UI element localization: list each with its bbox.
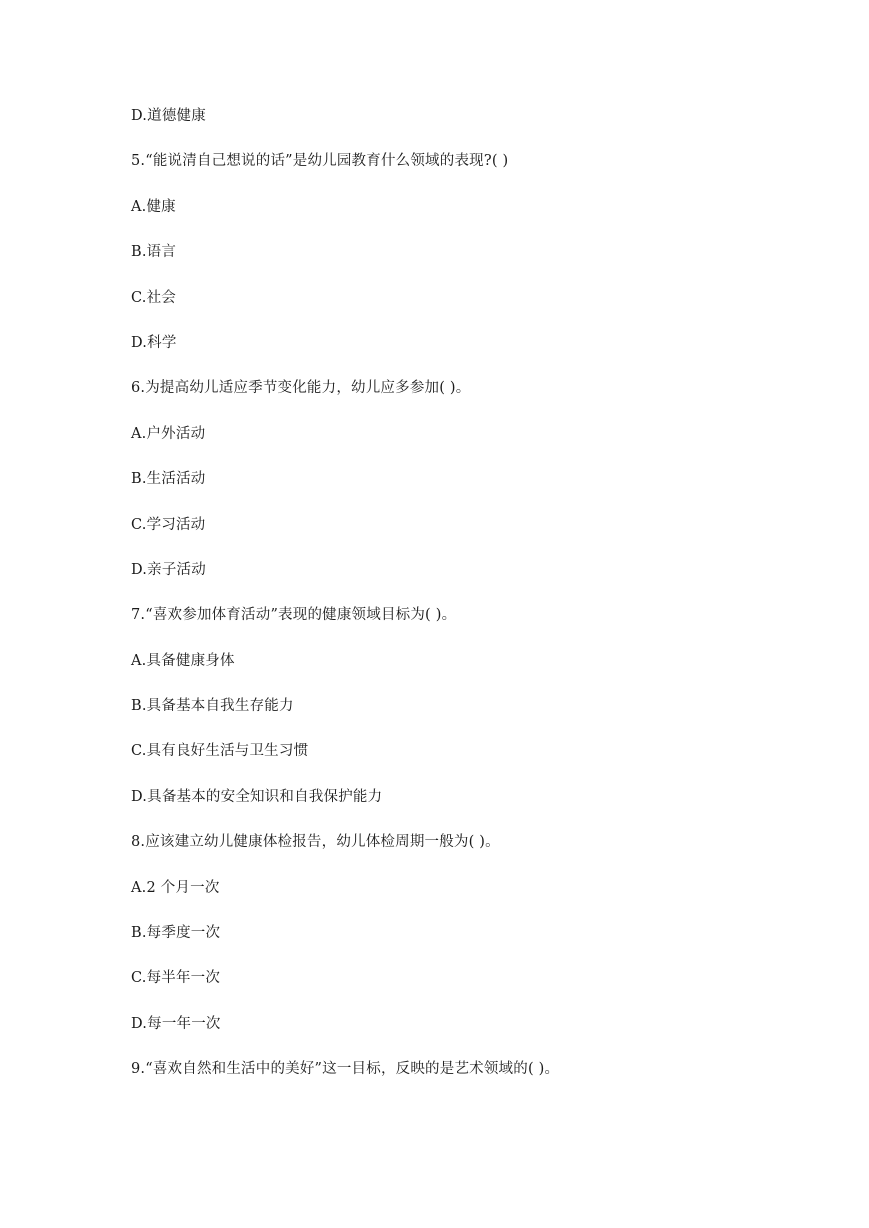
option-6a: A.户外活动	[131, 425, 206, 442]
question-8: 8.应该建立幼儿健康体检报告，幼儿体检周期一般为( )。	[131, 834, 500, 851]
option-8c: C.每半年一次	[131, 970, 221, 987]
question-6: 6.为提高幼儿适应季节变化能力，幼儿应多参加( )。	[131, 380, 471, 397]
option-5c: C.社会	[131, 289, 176, 306]
option-4d: D.道德健康	[131, 108, 206, 124]
option-8a: A.2 个月一次	[131, 879, 220, 896]
option-7a: A.具备健康身体	[131, 652, 235, 669]
option-6b: B.生活活动	[131, 471, 206, 488]
option-7d: D.具备基本的安全知识和自我保护能力	[131, 788, 383, 805]
option-8d: D.每一年一次	[131, 1015, 221, 1032]
document-content	[131, 104, 791, 1103]
option-7c: C.具有良好生活与卫生习惯	[131, 743, 309, 760]
question-7: 7.“喜欢参加体育活动”表现的健康领域目标为( )。	[131, 607, 457, 624]
option-6d: D.亲子活动	[131, 561, 206, 578]
option-5a: A.健康	[131, 198, 176, 215]
question-5: 5.“能说清自己想说的话”是幼儿园教育什么领域的表现?( )	[131, 153, 509, 170]
question-9: 9.“喜欢自然和生活中的美好”这一目标，反映的是艺术领域的( )。	[131, 1061, 560, 1078]
option-7b: B.具备基本自我生存能力	[131, 698, 294, 715]
option-6c: C.学习活动	[131, 516, 206, 533]
option-5b: B.语言	[131, 244, 177, 261]
option-8b: B.每季度一次	[131, 925, 221, 942]
option-5d: D.科学	[131, 334, 177, 351]
